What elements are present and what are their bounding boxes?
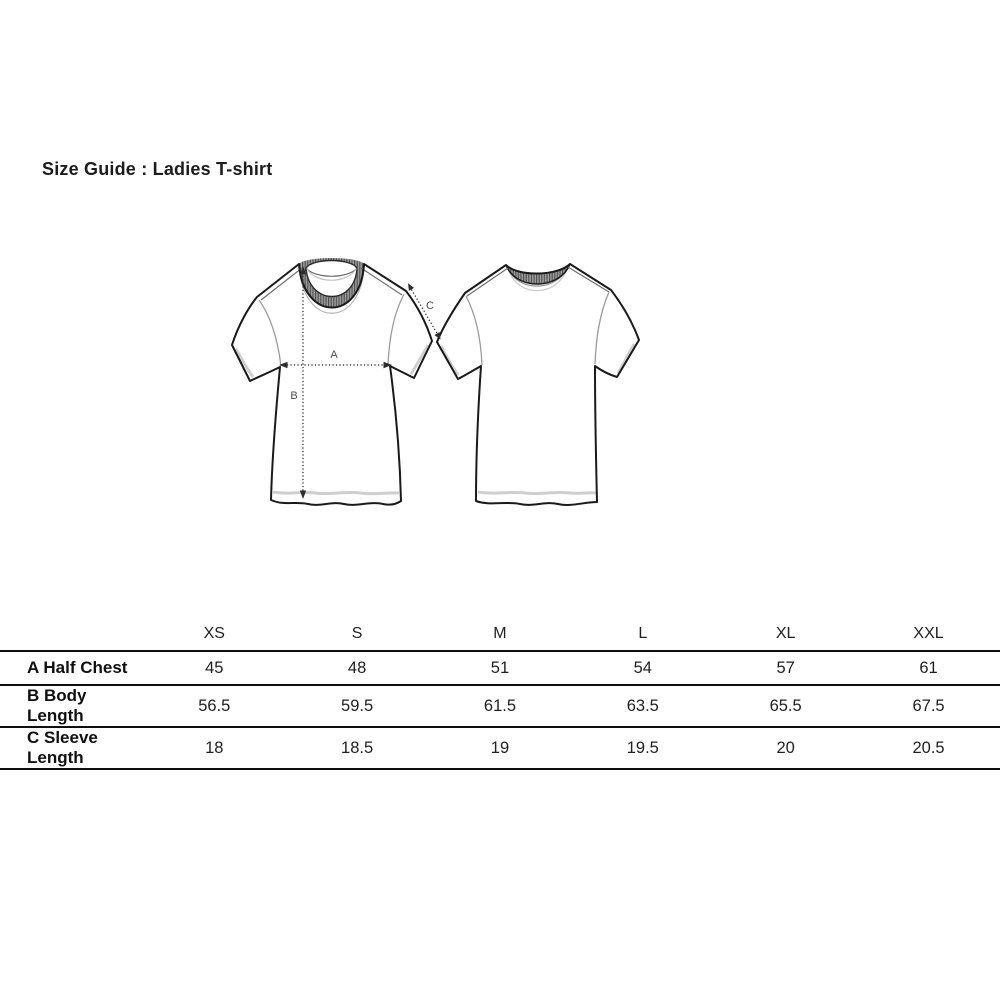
measurement-value: 18.5: [286, 727, 429, 769]
measurement-value: 19.5: [571, 727, 714, 769]
page-title: Size Guide : Ladies T-shirt: [42, 159, 273, 179]
measurement-value: 48: [286, 651, 429, 685]
measurement-label-b: B: [290, 390, 298, 402]
measurement-value: 63.5: [571, 685, 714, 727]
size-column-header: XS: [143, 618, 286, 651]
size-table: [0, 618, 1000, 770]
tshirt-back-view: [437, 264, 639, 505]
row-label: B Body Length: [0, 685, 143, 727]
tshirt-front-view: [232, 258, 432, 505]
measurement-value: 61.5: [429, 685, 572, 727]
measurement-value: 20.5: [857, 727, 1000, 769]
table-row-body-length: [0, 685, 1000, 727]
measurement-value: 18: [143, 727, 286, 769]
measurement-value: 57: [714, 651, 857, 685]
row-label: C Sleeve Length: [0, 727, 143, 769]
measurement-value: 45: [143, 651, 286, 685]
size-column-header: XXL: [857, 618, 1000, 651]
size-table-header-row: [0, 618, 1000, 651]
table-row-sleeve-length: [0, 727, 1000, 769]
measurement-value: 54: [571, 651, 714, 685]
measurement-value: 19: [429, 727, 572, 769]
table-row-half-chest: [0, 651, 1000, 685]
measurement-value: 59.5: [286, 685, 429, 727]
size-column-header: XL: [714, 618, 857, 651]
measurement-label-c: C: [426, 300, 434, 312]
size-column-header: L: [571, 618, 714, 651]
size-column-header: M: [429, 618, 572, 651]
size-column-header: S: [286, 618, 429, 651]
measurement-value: 65.5: [714, 685, 857, 727]
measurement-label-a: A: [330, 349, 338, 361]
size-table-corner-cell: [0, 618, 143, 651]
measurement-value: 51: [429, 651, 572, 685]
measurement-value: 20: [714, 727, 857, 769]
measurement-value: 67.5: [857, 685, 1000, 727]
measurement-value: 56.5: [143, 685, 286, 727]
row-label: A Half Chest: [0, 651, 143, 685]
measurement-value: 61: [857, 651, 1000, 685]
arrowhead-c-top: [408, 283, 414, 291]
